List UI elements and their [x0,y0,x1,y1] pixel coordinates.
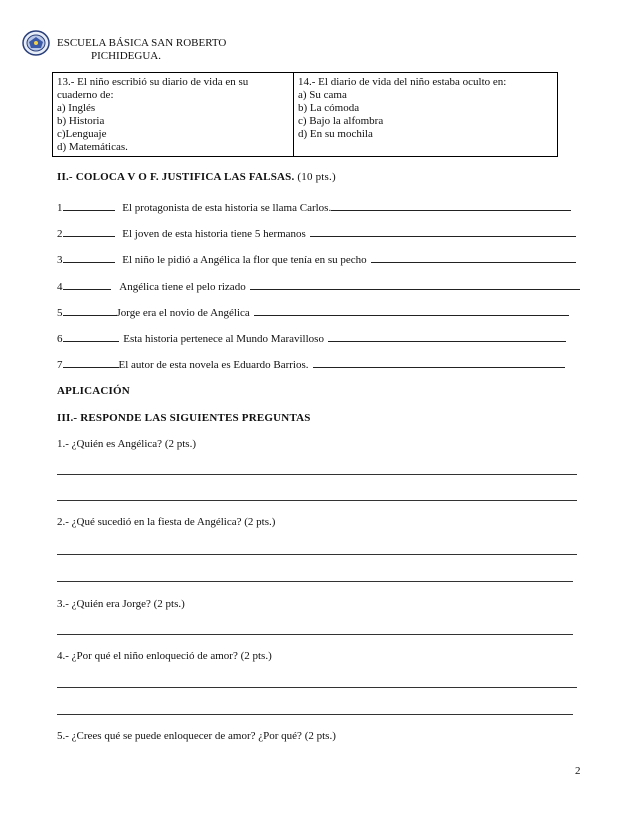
q13-option: b) Historia [57,115,105,127]
answer-line[interactable] [57,554,577,555]
tf-answer-blank[interactable] [63,253,115,263]
questions-table [52,72,558,157]
justify-blank[interactable] [371,253,576,263]
answer-line[interactable] [57,581,573,582]
tf-statement: Angélica tiene el pelo rizado [119,281,246,293]
q13-line: 13.- El niño escribió su diario de vida en su [57,76,249,88]
school-header [57,37,226,63]
justify-blank[interactable] [331,201,571,211]
q13-option: a) Inglés [57,102,96,114]
tf-item-5 [57,306,569,319]
justify-blank[interactable] [328,332,566,342]
open-question-3: 3.- ¿Quién era Jorge? (2 pts.) [57,598,185,610]
tf-statement: El niño le pidió a Angélica la flor que tenía en su pecho [122,254,367,266]
tf-number: 6 [57,333,63,345]
q14-option: c) Bajo la alfombra [298,115,384,127]
tf-item-6 [57,332,566,345]
tf-number: 7 [57,359,63,371]
school-name: ESCUELA BÁSICA SAN ROBERTO [57,37,227,49]
tf-statement: El joven de esta historia tiene 5 hermanos [122,228,306,240]
q14-option: d) En su mochila [298,128,373,140]
tf-number: 2 [57,228,63,240]
tf-item-2 [57,227,576,240]
q14-line: 14.- El diario de vida del niño estaba oculto en: [298,76,507,88]
section-2-title: II.- COLOCA V O F. JUSTIFICA LAS FALSAS. [57,171,295,183]
tf-number: 1 [57,202,63,214]
page-number: 2 [575,765,581,777]
answer-line[interactable] [57,714,573,715]
tf-statement: El autor de esta novela es Eduardo Barrios. [118,359,309,371]
justify-blank[interactable] [254,306,569,316]
school-city: PICHIDEGUA. [91,50,161,62]
tf-item-1 [57,201,571,214]
tf-item-7 [57,358,565,371]
tf-answer-blank[interactable] [63,358,119,368]
open-question-5: 5.- ¿Crees qué se puede enloquecer de amor? ¿Por qué? (2 pts.) [57,730,336,742]
open-question-2: 2.- ¿Qué sucedió en la fiesta de Angélica? (2 pts.) [57,516,276,528]
question-14-cell [294,73,558,157]
aplicacion-heading: APLICACIÓN [57,385,130,397]
tf-item-4 [57,280,580,293]
section-3-title: III.- RESPONDE LAS SIGUIENTES PREGUNTAS [57,412,311,424]
answer-line[interactable] [57,474,577,475]
justify-blank[interactable] [250,280,580,290]
tf-answer-blank[interactable] [63,227,115,237]
tf-number: 4 [57,281,63,293]
answer-line[interactable] [57,500,577,501]
q14-option: b) La cómoda [298,102,360,114]
tf-statement: Esta historia pertenece al Mundo Maravilloso [123,333,324,345]
justify-blank[interactable] [310,227,576,237]
school-logo [22,30,50,56]
section-2-points: (10 pts.) [297,171,336,183]
answer-line[interactable] [57,634,573,635]
open-question-4: 4.- ¿Por qué el niño enloqueció de amor? (2 pts.) [57,650,272,662]
justify-blank[interactable] [313,358,565,368]
tf-statement: Jorge era el novio de Angélica [116,307,250,319]
tf-statement: El protagonista de esta historia se llama Carlos. [122,202,332,214]
q13-line: cuaderno de: [57,89,114,101]
tf-number: 3 [57,254,63,266]
section-2-heading [57,171,336,183]
q14-option: a) Su cama [298,89,347,101]
question-13-cell [53,73,294,157]
tf-answer-blank[interactable] [63,332,119,342]
tf-answer-blank[interactable] [63,306,117,316]
tf-number: 5 [57,307,63,319]
answer-line[interactable] [57,687,577,688]
tf-answer-blank[interactable] [63,280,111,290]
q13-option: d) Matemáticas. [57,141,128,153]
q13-option: c)Lenguaje [57,128,107,140]
tf-answer-blank[interactable] [63,201,115,211]
open-question-1: 1.- ¿Quién es Angélica? (2 pts.) [57,438,196,450]
tf-item-3 [57,253,576,266]
